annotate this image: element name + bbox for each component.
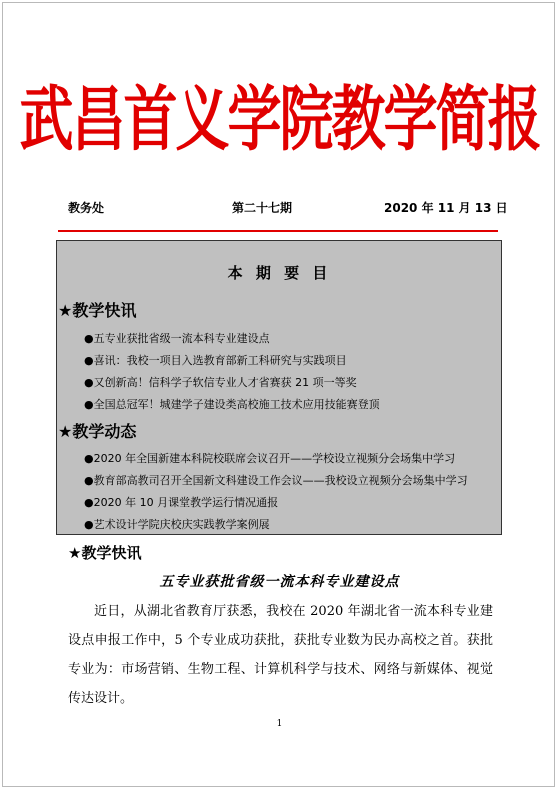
- page-number: 1: [276, 719, 283, 729]
- toc-item[interactable]: ●喜讯：我校一项目入选教育部新工科研究与实践项目: [84, 354, 347, 367]
- article-section-heading: ★教学快讯: [68, 544, 142, 562]
- toc-item[interactable]: ●教育部高教司召开全国新文科建设工作会议——我校设立视频分会场集中学习: [84, 474, 468, 487]
- article-title: 五专业获批省级一流本科专业建设点: [159, 574, 400, 590]
- toc-item[interactable]: ●五专业获批省级一流本科专业建设点: [84, 332, 270, 345]
- toc-item[interactable]: ●2020 年全国新建本科院校联席会议召开——学校设立视频分会场集中学习: [84, 452, 456, 465]
- red-divider: [58, 230, 498, 232]
- issue-number: 第二十七期: [232, 201, 293, 215]
- toc-section-heading: ★教学快讯: [58, 301, 137, 320]
- toc-section-heading: ★教学动态: [58, 422, 137, 441]
- toc-item[interactable]: ●全国总冠军！城建学子建设类高校施工技术应用技能赛登顶: [84, 398, 380, 411]
- issue-date: 2020 年 11 月 13 日: [384, 201, 508, 215]
- department: 教务处: [68, 201, 105, 215]
- toc-item[interactable]: ●又创新高！信科学子软信专业人才省赛获 21 项一等奖: [84, 376, 357, 389]
- article-body: 近日，从湖北省教育厅获悉，我校在 2020 年湖北省一流本科专业建设点申报工作中，5 个专业成功获批，获批专业数为民办高校之首。获批专业为：市场营销、生物工程、计算机科学与技术、网络与新媒体、视觉传达设计。: [68, 604, 493, 706]
- toc-item[interactable]: ●艺术设计学院庆校庆实践教学案例展: [84, 518, 270, 531]
- newsletter-title: 武昌首义学院教学简报: [19, 78, 540, 161]
- toc-item[interactable]: ●2020 年 10 月课堂教学运行情况通报: [84, 496, 279, 509]
- toc-title: 本 期 要 目: [227, 264, 332, 282]
